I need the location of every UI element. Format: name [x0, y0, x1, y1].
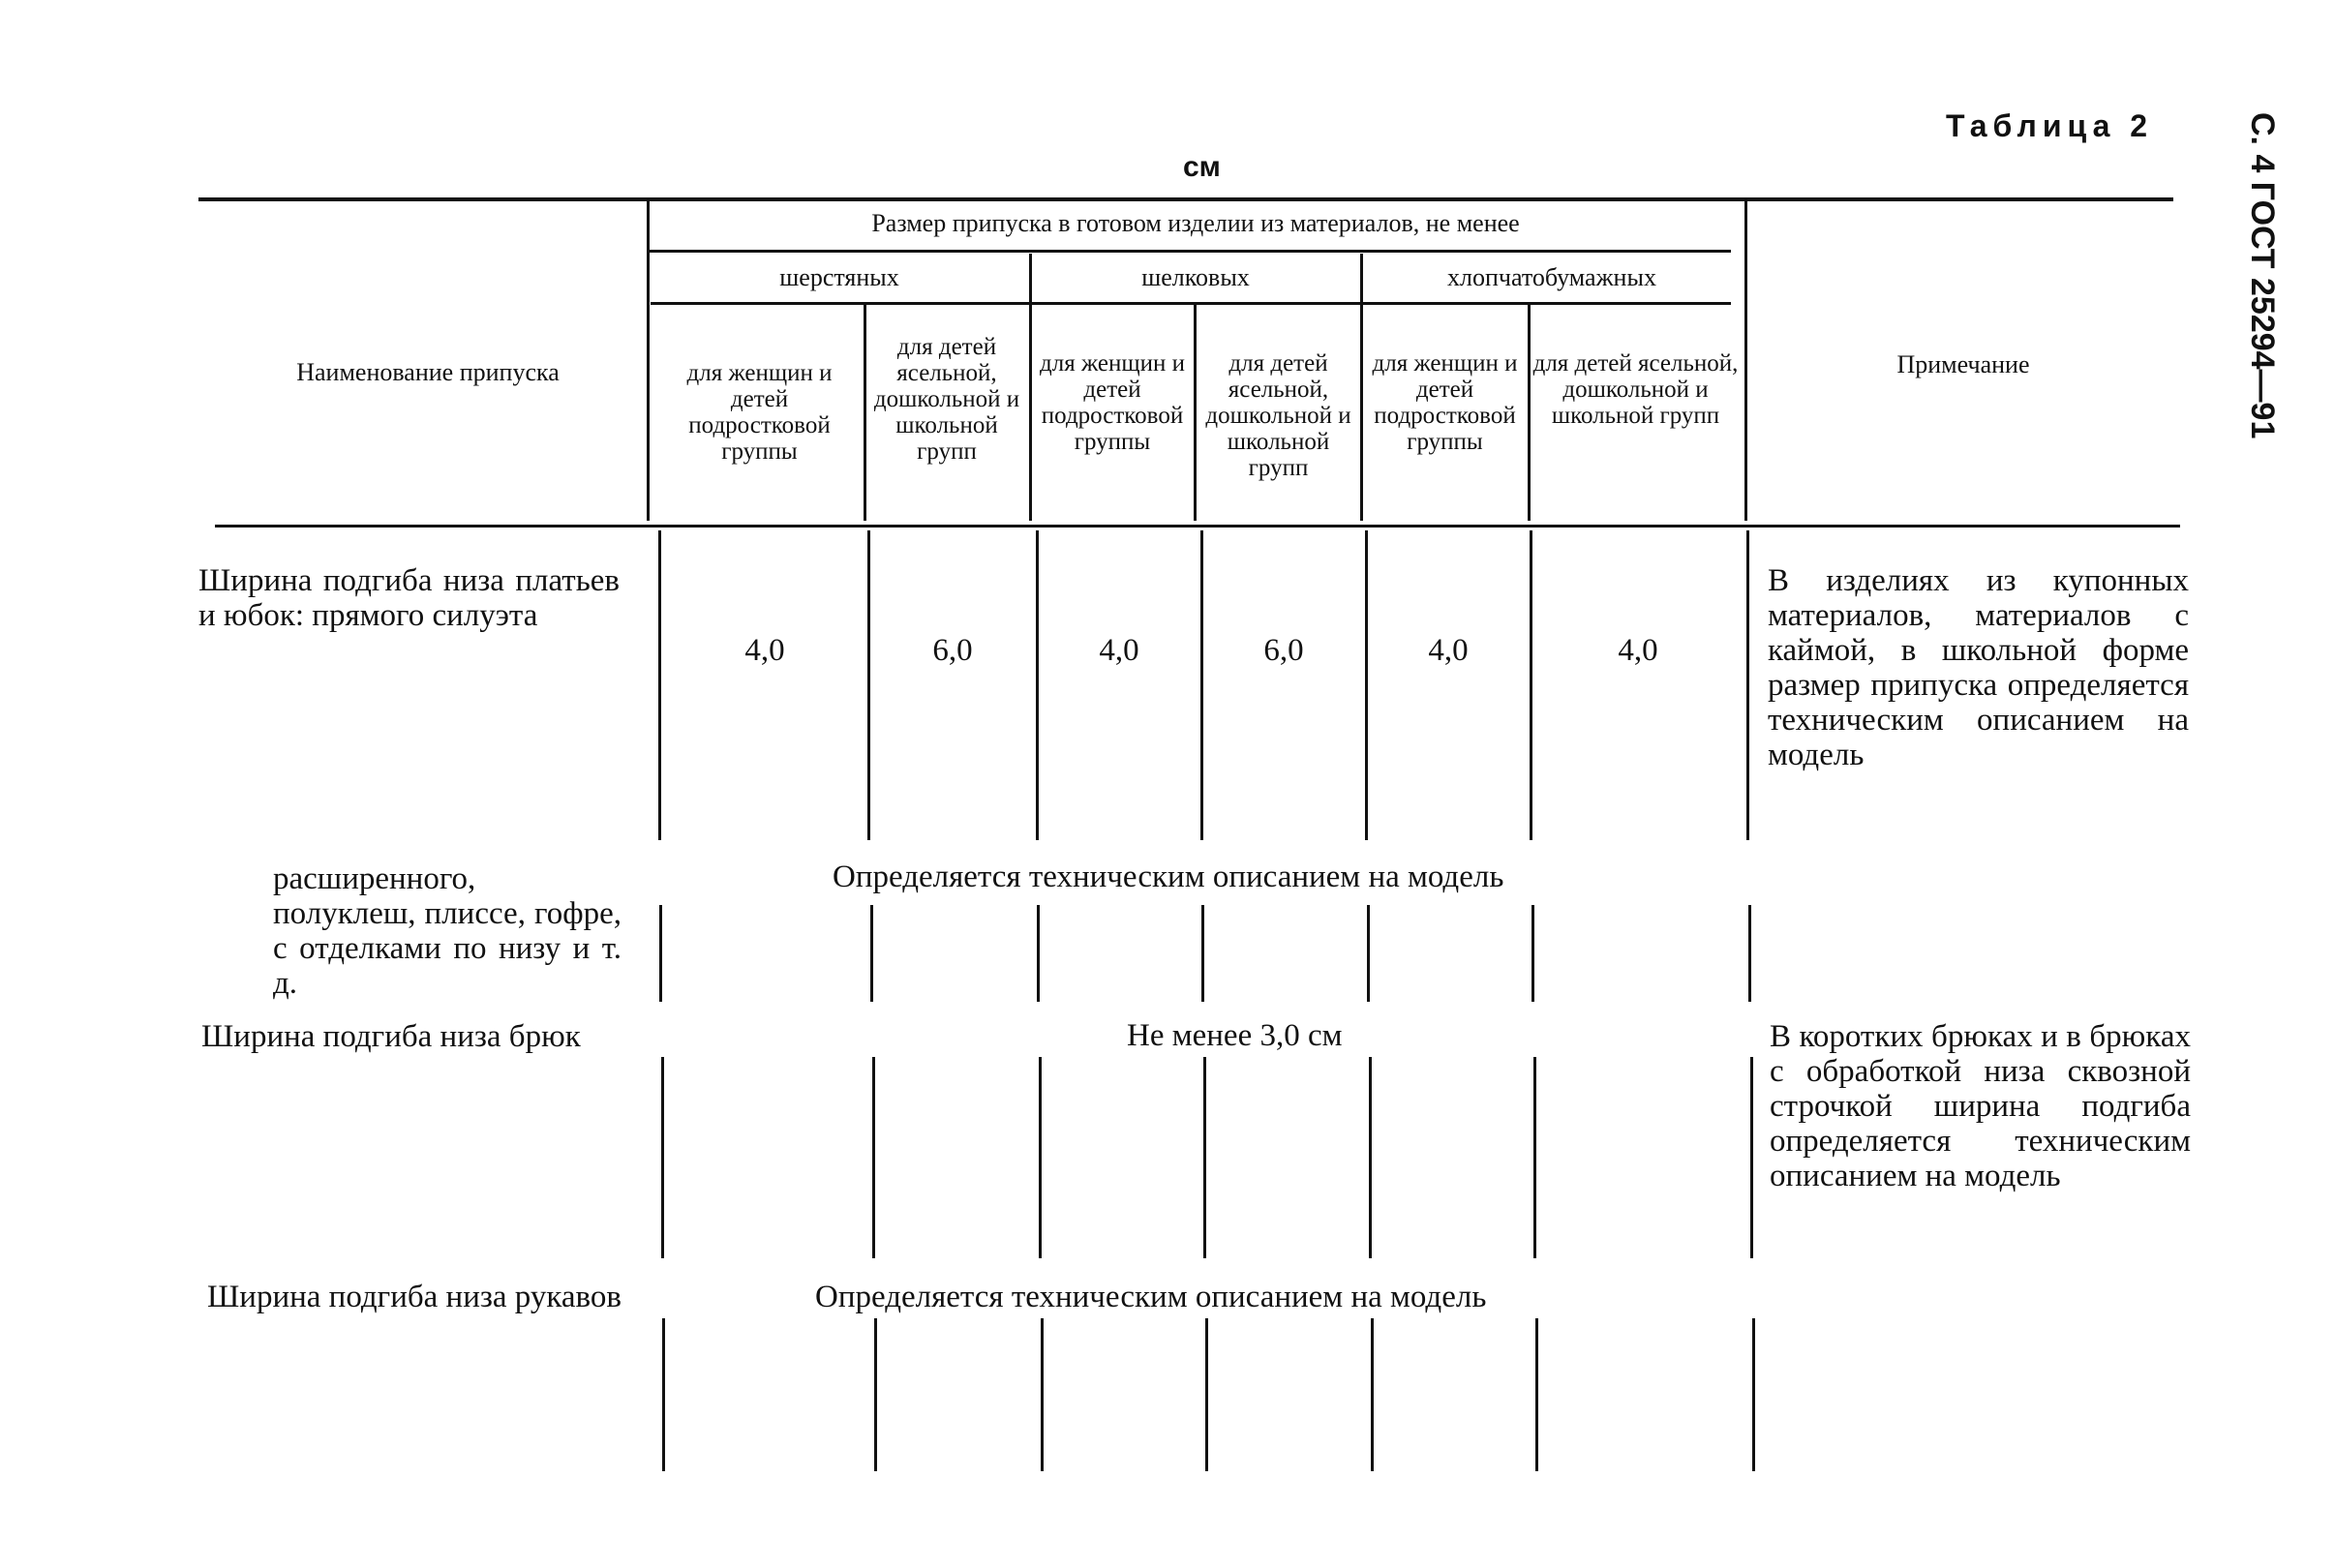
- header-sub-wool-women: для женщин и детей подростковой группы: [686, 360, 833, 465]
- row-note: В изделиях из купонных материалов, материалов с каймой, в школьной форме размер припуска определяется техническим описанием на модель: [1768, 563, 2189, 772]
- side-header: С. 4 ГОСТ 25294—91: [2244, 112, 2281, 439]
- body-vline: [1037, 905, 1040, 1002]
- header-sub-cotton-children: для детей ясельной, дошкольной и школьной групп: [1532, 350, 1739, 429]
- body-vline: [1041, 1318, 1044, 1471]
- row-value: 6,0: [932, 633, 973, 668]
- row-value: 4,0: [744, 633, 785, 668]
- header-sub-silk-children: для детей ясельной, дошкольной и школьной групп: [1205, 350, 1351, 481]
- header-vline: [864, 305, 866, 521]
- row-span-text: Определяется техническим описанием на модель: [833, 859, 1504, 894]
- body-vline: [1367, 905, 1370, 1002]
- row-note: В коротких брюках и в брюках с обработкой низа сквозной строчкой ширина подгиба определяется техническим описанием на модель: [1770, 1019, 2191, 1193]
- header-rule-2: [651, 302, 1731, 305]
- header-vline: [1029, 254, 1032, 521]
- body-vline: [1530, 530, 1532, 840]
- header-sub-cotton-women: для женщин и детей подростковой группы: [1372, 350, 1518, 455]
- body-vline: [1752, 1318, 1755, 1471]
- unit-label: см: [1183, 151, 1221, 183]
- header-note-col: Примечание: [1896, 350, 2030, 378]
- header-vline: [647, 201, 650, 521]
- header-sub-silk-women: для женщин и детей подростковой группы: [1040, 350, 1185, 455]
- header-group-title: Размер припуска в готовом изделии из материалов, не менее: [871, 209, 1520, 237]
- header-vline: [1360, 254, 1363, 521]
- row-name: Ширина подгиба низа платьев и юбок: прямого силуэта: [198, 563, 620, 633]
- header-vline: [1528, 305, 1531, 521]
- header-rule-1: [647, 250, 1731, 253]
- body-vline: [1365, 530, 1368, 840]
- body-vline: [662, 1318, 665, 1471]
- body-vline: [658, 530, 661, 840]
- body-vline: [1746, 530, 1749, 840]
- row-name: Ширина подгиба низа брюк: [201, 1019, 581, 1054]
- body-vline: [1533, 1057, 1536, 1258]
- header-material-silk: шелковых: [1141, 263, 1250, 291]
- header-vline: [1744, 201, 1747, 521]
- row-span-text: Определяется техническим описанием на модель: [815, 1280, 1487, 1314]
- row-value: 4,0: [1618, 633, 1658, 668]
- header-bottom-rule: [215, 525, 2180, 528]
- body-vline: [870, 905, 873, 1002]
- row-value: 4,0: [1428, 633, 1469, 668]
- body-vline: [874, 1318, 877, 1471]
- body-vline: [659, 905, 662, 1002]
- header-sub-wool-children: для детей ясельной, дошкольной и школьной групп: [873, 334, 1020, 465]
- top-rule: [198, 197, 2173, 201]
- header-material-wool: шерстяных: [779, 263, 899, 291]
- row-value: 6,0: [1263, 633, 1304, 668]
- body-vline: [1748, 905, 1751, 1002]
- row-name: Ширина подгиба низа рукавов: [207, 1280, 622, 1314]
- table-title: Таблица 2: [1946, 108, 2154, 143]
- body-vline: [1203, 1057, 1206, 1258]
- body-vline: [1036, 530, 1039, 840]
- body-vline: [1750, 1057, 1753, 1258]
- body-vline: [1205, 1318, 1208, 1471]
- body-vline: [1201, 905, 1204, 1002]
- body-vline: [1369, 1057, 1372, 1258]
- row-span-text: Не менее 3,0 см: [1127, 1018, 1343, 1053]
- header-name-col: Наименование припуска: [296, 358, 560, 386]
- body-vline: [661, 1057, 664, 1258]
- body-vline: [1371, 1318, 1374, 1471]
- body-vline: [1531, 905, 1534, 1002]
- body-vline: [867, 530, 870, 840]
- body-vline: [872, 1057, 875, 1258]
- row-name: расширенного, полуклеш, плиссе, гофре, с отделками по низу и т. д.: [273, 861, 622, 1001]
- body-vline: [1039, 1057, 1042, 1258]
- body-vline: [1200, 530, 1203, 840]
- row-value: 4,0: [1099, 633, 1139, 668]
- body-vline: [1535, 1318, 1538, 1471]
- header-vline: [1194, 305, 1197, 521]
- header-material-cotton: хлопчатобумажных: [1447, 263, 1656, 291]
